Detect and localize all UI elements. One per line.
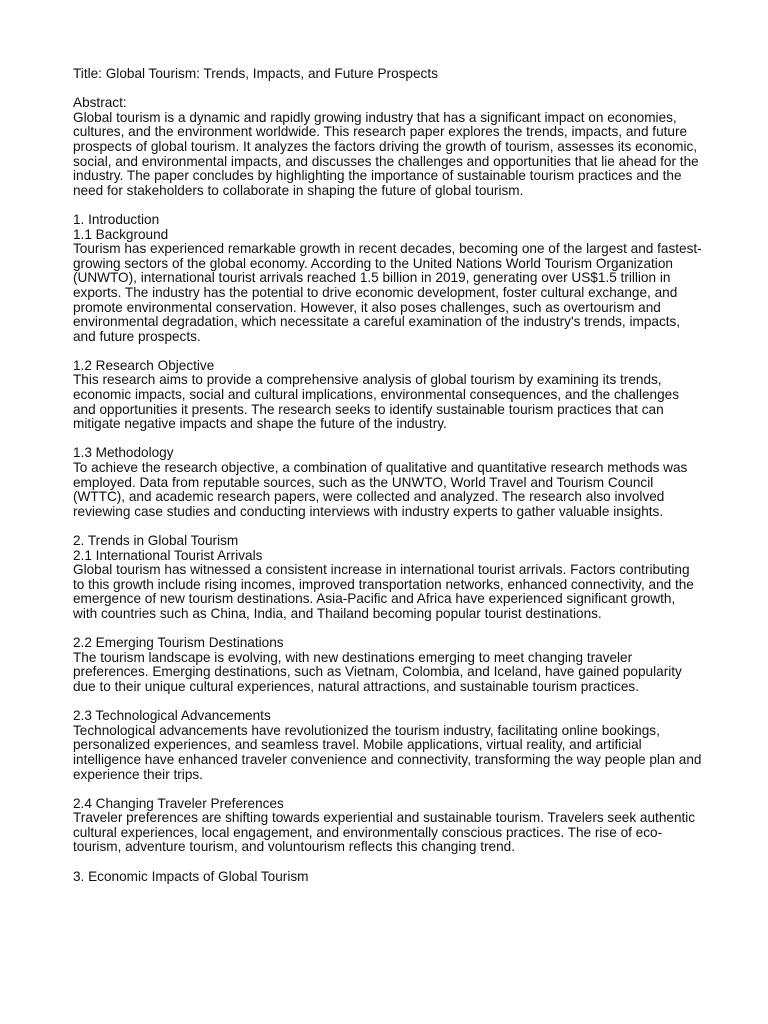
section-1-1-heading: 1.1 Background xyxy=(73,226,169,242)
section-1-heading: 1. Introduction xyxy=(73,211,160,227)
abstract-heading: Abstract: xyxy=(73,95,127,111)
section-2-1-text: Global tourism has witnessed a consistent increase in international tourist arrivals. Factors contributing to this growth include rising incomes, improved transportation networks, enhanced connectivity, and the emergence of new tourism destinations. Asia-Pacific and Africa have experienced significant growth, with countries such as China, India, and Thailand becoming popular tourist destinations. xyxy=(73,562,694,621)
section-2-3-text: Technological advancements have revolutionized the tourism industry, facilitating online bookings, personalized experiences, and seamless travel. Mobile applications, virtual reality, and artificial intelligence have enhanced traveler convenience and connectivity, transforming the way people plan and experience their trips. xyxy=(73,722,702,782)
section-2-heading: 2. Trends in Global Tourism xyxy=(73,533,239,548)
spacer xyxy=(73,344,703,359)
section-1-1-text: Tourism has experienced remarkable growth in recent decades, becoming one of the largest and fastest-growing sectors of the global economy. According to the United Nations World Tourism Organization (UNWTO), international tourist arrivals reached 1.5 billion in 2019, generating over US$1.5 trillion in exports. The industry has the potential to drive economic development, foster cultural exchange, and promote environmental conservation. However, it also poses challenges, such as overtourism and environmental degradation, which necessitate a careful examination of the industry's trends, impacts, and future prospects. xyxy=(73,241,702,344)
spacer xyxy=(73,82,703,97)
spacer xyxy=(73,855,703,870)
spacer xyxy=(73,622,703,637)
document-page xyxy=(73,67,703,884)
spacer xyxy=(73,782,703,797)
section-1-3-text: To achieve the research objective, a combination of qualitative and quantitative research methods was employed. Data from reputable sources, such as the UNWTO, World Travel and Tourism Council (WTTC), and academic research papers, were collected and analyzed. The research also involved reviewing case studies and conducting interviews with industry experts to gather valuable insights. xyxy=(73,460,688,519)
section-3-heading: 3. Economic Impacts of Global Tourism xyxy=(73,868,309,884)
section-2-2-heading: 2.2 Emerging Tourism Destinations xyxy=(73,635,284,651)
section-2-4-heading: 2.4 Changing Traveler Preferences xyxy=(73,795,284,811)
spacer xyxy=(73,432,703,447)
section-2-1-heading: 2.1 International Tourist Arrivals xyxy=(73,547,263,563)
section-2-4-text: Traveler preferences are shifting towards experiential and sustainable tourism. Travelers seek authentic cultural experiences, local engagement, and environmentally conscious practices. The rise of eco-tourism, adventure tourism, and voluntourism reflects this changing trend. xyxy=(73,810,696,855)
spacer xyxy=(73,519,703,534)
section-1-2-heading: 1.2 Research Objective xyxy=(73,357,215,373)
section-1-3-heading: 1.3 Methodology xyxy=(73,445,174,461)
document-title: Title: Global Tourism: Trends, Impacts, and Future Prospects xyxy=(73,66,438,81)
section-2-3-heading: 2.3 Technological Advancements xyxy=(73,708,271,724)
section-2-2-text: The tourism landscape is evolving, with new destinations emerging to meet changing traveler preferences. Emerging destinations, such as Vietnam, Colombia, and Iceland, have gained popularity due to their unique cultural experiences, natural attractions, and sustainable tourism practices. xyxy=(73,649,682,694)
section-1-2-text: This research aims to provide a comprehensive analysis of global tourism by examining its trends, economic impacts, social and cultural implications, environmental consequences, and the challenges and opportunities it presents. The research seeks to identify sustainable tourism practices that can mitigate negative impacts and shape the future of the industry. xyxy=(73,372,680,432)
abstract-text: Global tourism is a dynamic and rapidly growing industry that has a significant impact on economies, cultures, and the environment worldwide. This research paper explores the trends, impacts, and future prospects of global tourism. It analyzes the factors driving the growth of tourism, assesses its economic, social, and environmental impacts, and discusses the challenges and opportunities that lie ahead for the industry. The paper concludes by highlighting the importance of sustainable tourism practices and the need for stakeholders to collaborate in shaping the future of global tourism. xyxy=(73,109,699,198)
spacer xyxy=(73,695,703,710)
spacer xyxy=(73,198,703,213)
